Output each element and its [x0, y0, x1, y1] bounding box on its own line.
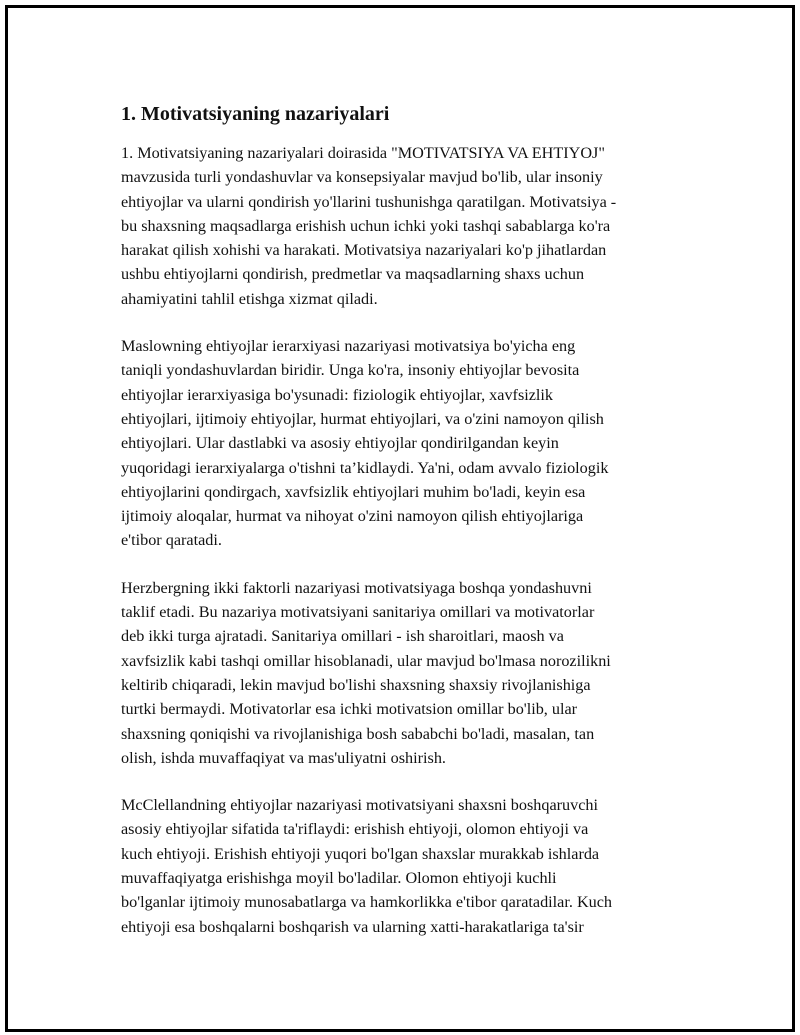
text-line: turtki bermaydi. Motivatorlar esa ichki motivatsion omillar bo'lib, ular	[121, 700, 578, 719]
paragraph-maslow	[121, 334, 701, 553]
text-line: Maslowning ehtiyojlar ierarxiyasi nazariyasi motivatsiya bo'yicha eng	[121, 337, 576, 356]
text-line: asosiy ehtiyojlar sifatida ta'riflaydi: erishish ehtiyoji, olomon ehtiyoji va	[121, 820, 589, 839]
text-line: xavfsizlik kabi tashqi omillar hisoblanadi, ular mavjud bo'lmasa norozilikni	[121, 651, 611, 670]
text-line: olish, ishda muvaffaqiyat va mas'uliyatni oshirish.	[121, 748, 446, 767]
text-line: keltirib chiqaradi, lekin mavjud bo'lishi shaxsning shaxsiy rivojlanishiga	[121, 675, 591, 694]
text-line: ushbu ehtiyojlarni qondirish, predmetlar va maqsadlarning shaxs uchun	[121, 265, 585, 284]
section-title: 1. Motivatsiyaning nazariyalari	[121, 103, 390, 125]
text-line: yuqoridagi ierarxiyalarga o'tishni ta’kidlaydi. Ya'ni, odam avvalo fiziologik	[121, 458, 609, 477]
text-line: ahamiyatini tahlil etishga xizmat qiladi.	[121, 289, 378, 308]
text-line: taklif etadi. Bu nazariya motivatsiyani sanitariya omillari va motivatorlar	[121, 603, 595, 622]
text-line: shaxsning qoniqishi va rivojlanishiga bosh sababchi bo'ladi, masalan, tan	[121, 724, 595, 743]
text-line: 1. Motivatsiyaning nazariyalari doirasida "MOTIVATSIYA VA EHTIYOJ"	[121, 144, 605, 162]
text-line: ehtiyojlar va ularni qondirish yo'llarini tushunishga qaratilgan. Motivatsiya -	[121, 192, 617, 211]
text-line: bu shaxsning maqsadlarga erishish uchun ichki yoki tashqi sabablarga ko'ra	[121, 216, 611, 235]
text-line: ehtiyoji esa boshqalarni boshqarish va ularning xatti-harakatlariga ta'sir	[121, 917, 584, 936]
paragraph-herzberg	[121, 576, 701, 770]
text-line: ijtimoiy aloqalar, hurmat va nihoyat o'zini namoyon qilish ehtiyojlariga	[121, 507, 584, 526]
text-line: deb ikki turga ajratadi. Sanitariya omillari - ish sharoitlari, maosh va	[121, 627, 564, 646]
text-line: ehtiyojlar ierarxiyasiga bo'ysunadi: fiziologik ehtiyojlar, xavfsizlik	[121, 385, 554, 404]
text-line: McClellandning ehtiyojlar nazariyasi motivatsiyani shaxsni boshqaruvchi	[121, 796, 598, 815]
text-line: harakat qilish xohishi va harakati. Motivatsiya nazariyalari ko'p jihatlardan	[121, 241, 607, 260]
text-line: ehtiyojlari, ijtimoiy ehtiyojlar, hurmat ehtiyojlari, va o'zini namoyon qilish	[121, 409, 604, 428]
document-body	[121, 101, 701, 962]
text-line: mavzusida turli yondashuvlar va konsepsiyalar mavjud bo'lib, ular insoniy	[121, 168, 603, 187]
document-page	[5, 5, 795, 1032]
text-line: e'tibor qaratadi.	[121, 531, 222, 550]
paragraph-mcclelland	[121, 793, 701, 939]
text-line: ehtiyojlarini qondirgach, xavfsizlik ehtiyojlari muhim bo'ladi, keyin esa	[121, 482, 586, 501]
paragraph-intro	[121, 141, 701, 311]
text-line: ehtiyojlari. Ular dastlabki va asosiy ehtiyojlar qondirilgandan keyin	[121, 434, 559, 453]
text-line: muvaffaqiyatga erishishga moyil bo'ladilar. Olomon ehtiyoji kuchli	[121, 869, 557, 888]
text-line: kuch ehtiyoji. Erishish ehtiyoji yuqori bo'lgan shaxslar murakkab ishlarda	[121, 844, 600, 863]
text-line: taniqli yondashuvlardan biridir. Unga ko'ra, insoniy ehtiyojlar bevosita	[121, 361, 580, 380]
text-line: Herzbergning ikki faktorli nazariyasi motivatsiyaga boshqa yondashuvni	[121, 578, 592, 597]
text-line: bo'lganlar ijtimoiy munosabatlarga va hamkorlikka e'tibor qaratadilar. Kuch	[121, 893, 613, 912]
